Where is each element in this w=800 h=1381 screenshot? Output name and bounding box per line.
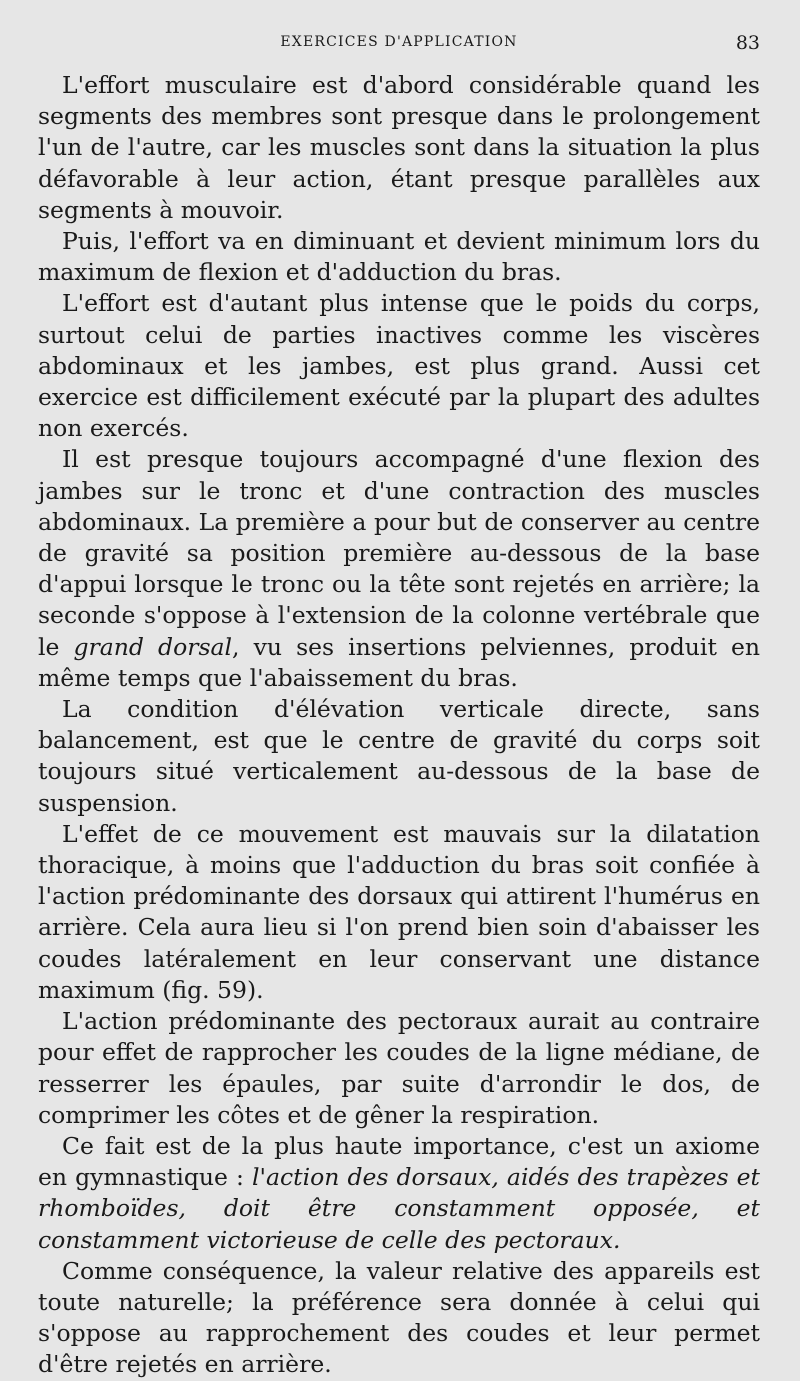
paragraph-5: La condition d'élévation verticale directe, sans balancement, est que le centre de gravité du corps soit toujours situé verticalement au-dessous de la base de suspension.: [38, 695, 760, 817]
paragraph-7: L'action prédominante des pectoraux aurait au contraire pour effet de rapprocher les coudes de la ligne médiane, de resserrer les épaules, par suite d'arrondir le dos, de comprimer les côtes et de gêner la respiration.: [38, 1007, 760, 1129]
page-number: 83: [735, 32, 760, 54]
paragraph-4: [38, 444, 760, 694]
paragraph-2: Puis, l'effort va en diminuant et devient minimum lors du maximum de flexion et d'adduction du bras.: [38, 227, 760, 287]
paragraph-4-italic-term: grand dorsal: [73, 632, 233, 661]
paragraph-4-text-start: Il est presque toujours accompagné d'une flexion des jambes sur le tronc et d'une contraction des muscles abdominaux. La première a pour but de conserver au centre de gravité sa position première au-dessous de la base d'appui lorsque le tronc ou la tête sont rejetés en arrière; la seconde s'oppose à l'extension de la colonne vertébrale que le: [38, 445, 760, 661]
page-body: [38, 70, 760, 1381]
running-title: EXERCICES D'APPLICATION: [280, 34, 518, 50]
paragraph-9: Comme conséquence, la valeur relative des appareils est toute naturelle; la préférence sera donnée à celui qui s'oppose au rapprochement des coudes et leur permet d'être rejetés en arrière.: [38, 1256, 760, 1379]
paragraph-8-text-start: Ce fait est de la plus haute importance, c'est un axiome en gymnastique :: [38, 1131, 760, 1192]
paragraph-3: L'effort est d'autant plus intense que le poids du corps, surtout celui de parties inactives comme les viscères abdominaux et les jambes, est plus grand. Aussi cet exercice est difficilement exécuté par la plupart des adultes non exercés.: [38, 289, 760, 443]
running-head: [38, 28, 760, 62]
paragraph-8-italic-axiom: l'action des dorsaux, aidés des trapèzes et rhomboïdes, doit être constamment opposée, et constamment victorieuse de celle des pectoraux.: [38, 1163, 760, 1254]
paragraph-8: [38, 1131, 760, 1256]
paragraph-1: L'effort musculaire est d'abord considérable quand les segments des membres sont presque dans le prolongement l'un de l'autre, car les muscles sont dans la situation la plus défavorable à leur action, étant presque parallèles aux segments à mouvoir.: [38, 71, 760, 224]
paragraph-6: L'effet de ce mouvement est mauvais sur la dilatation thoracique, à moins que l'adduction du bras soit confiée à l'action prédominante des dorsaux qui attirent l'humérus en arrière. Cela aura lieu si l'on prend bien soin d'abaisser les coudes latéralement en leur conservant une distance maximum (fig. 59).: [38, 819, 760, 1004]
paragraph-4-text-end: , vu ses insertions pelviennes, produit en même temps que l'abaissement du bras.: [38, 632, 760, 692]
